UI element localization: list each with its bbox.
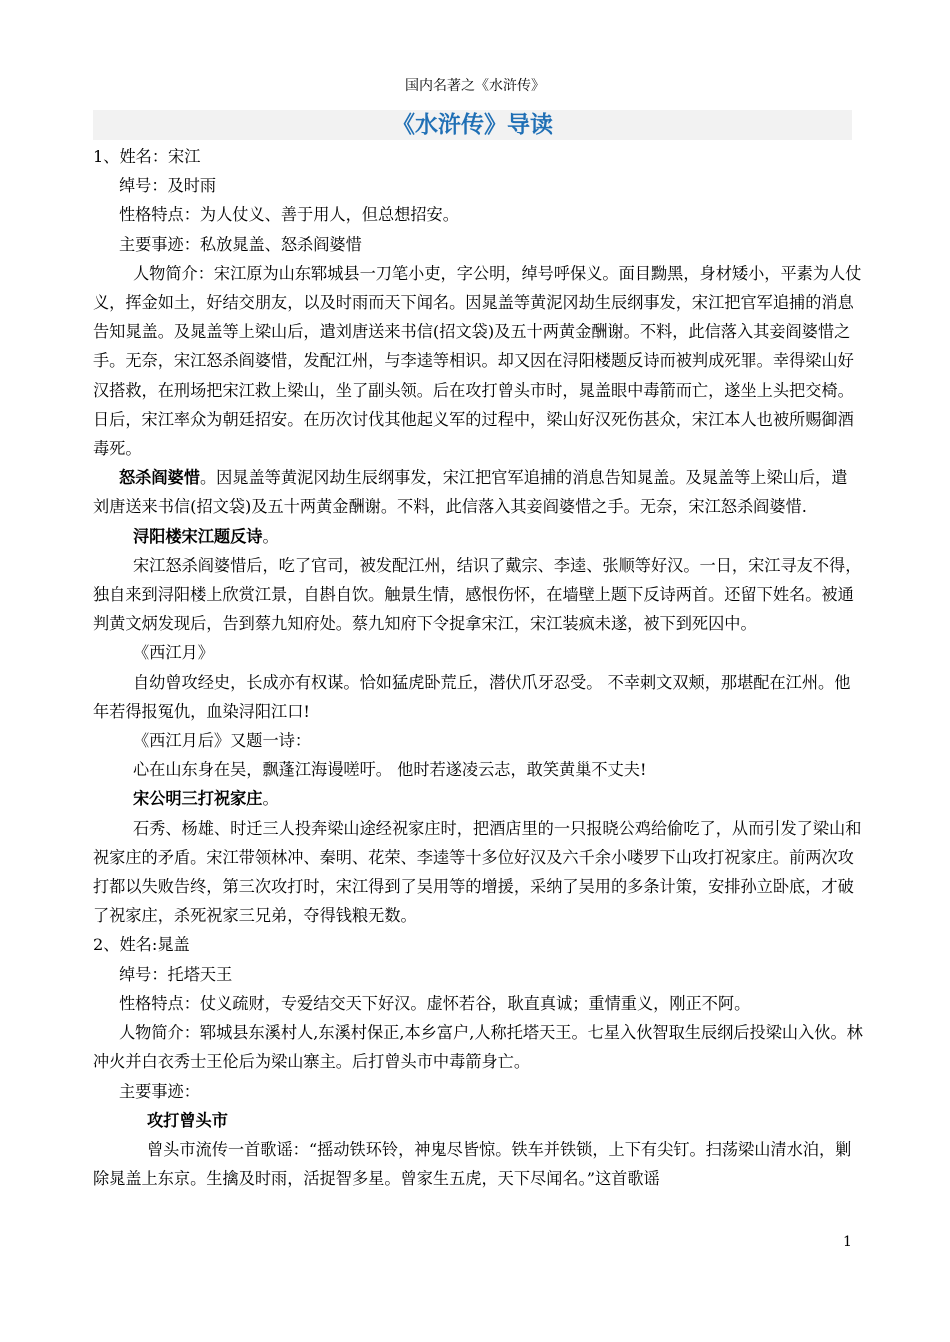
paragraph: 1、姓名：宋江 — [93, 147, 201, 166]
paragraph: 宋江怒杀阎婆惜后，吃了官司，被发配江州，结识了戴宗、李逵、张顺等好汉。一日，宋江寻友不得，独自来到浔阳楼上欣赏江景，自斟自饮。触景生情，感恨伤怀，在墙壁上题下反诗两首。还留下姓名。被通判黄文炳发现后，告到蔡九知府处。蔡九知府下令捉拿宋江，宋江装疯未遂，被下到死囚中。 — [93, 555, 862, 634]
section-heading: 宋公明三打祝家庄 — [133, 789, 263, 809]
paragraph-text: 。 — [262, 789, 279, 809]
document-body — [93, 142, 863, 1193]
poem: 自幼曾攻经史，长成亦有权谋。恰如猛虎卧荒丘，潜伏爪牙忍受。 不幸刺文双颊，那堪配在江州。他年若得报冤仇，血染浔阳江口! — [93, 672, 851, 721]
page-number: 1 — [843, 1234, 852, 1250]
paragraph: 人物简介：宋江原为山东郓城县一刀笔小吏，字公明，绰号呼保义。面目黝黑，身材矮小，平素为人仗义，挥金如土，好结交朋友，以及时雨而天下闻名。因晁盖等黄泥冈劫生辰纲事发，宋江把官军追捕的消息告知晁盖。及晁盖等上梁山后，遣刘唐送来书信(招文袋)及五十两黄金酬谢。不料，此信落入其妾阎婆惜之手。无奈，宋江怒杀阎婆惜，发配江州，与李逵等相识。却又因在浔阳楼题反诗而被判成死罪。幸得梁山好汉搭救，在刑场把宋江救上梁山，坐了副头领。后在攻打曾头市时，晁盖眼中毒箭而亡，遂坐上头把交椅。日后，宋江率众为朝廷招安。在历次讨伐其他起义军的过程中，梁山好汉死伤甚众，宋江本人也被所赐御酒毒死。 — [93, 263, 862, 459]
paragraph: 人物简介：郓城县东溪村人,东溪村保正,本乡富户,人称托塔天王。七星入伙智取生辰纲后投梁山入伙。林冲火并白衣秀士王伦后为梁山寨主。后打曾头市中毒箭身亡。 — [93, 1023, 863, 1072]
paragraph: 性格特点：仗义疏财，专爱结交天下好汉。虚怀若谷，耿直真诚；重情重义，刚正不阿。 — [119, 993, 751, 1013]
paragraph: 性格特点：为人仗义、善于用人，但总想招安。 — [119, 205, 459, 225]
poem-title: 《西江月》 — [133, 643, 214, 663]
section-heading: 攻打曾头市 — [147, 1110, 228, 1130]
paragraph-text: 。因晁盖等黄泥冈劫生辰纲事发，宋江把官军追捕的消息告知晁盖。及晁盖等上梁山后，遣刘唐送来书信(招文袋)及五十两黄金酬谢。不料，此信落入其妾阎婆惜之手。无奈，宋江怒杀阎婆惜. — [93, 468, 848, 517]
paragraph-text: 。 — [262, 526, 279, 546]
poem: 心在山东身在吴，飘蓬江海谩嗟吁。 他时若遂凌云志，敢笑黄巢不丈夫! — [133, 760, 647, 780]
paragraph: 曾头市流传一首歌谣：“摇动铁环铃，神鬼尽皆惊。铁车并铁锁，上下有尖钉。扫荡梁山清水泊，剿除晁盖上东京。生擒及时雨，活捉智多星。曾家生五虎，天下尽闻名。”这首歌谣 — [93, 1139, 852, 1189]
page-header: 国内名著之《水浒传》 — [405, 78, 545, 94]
title-bar — [93, 110, 852, 140]
paragraph: 主要事迹：私放晁盖、怒杀阎婆惜 — [119, 234, 362, 254]
paragraph: 主要事迹： — [119, 1081, 200, 1101]
paragraph — [93, 522, 863, 551]
poem-title: 《西江月后》又题一诗： — [133, 731, 312, 751]
document-title: 《水浒传》导读 — [392, 112, 553, 138]
paragraph: 石秀、杨雄、时迁三人投奔梁山途经祝家庄时，把酒店里的一只报晓公鸡给偷吃了，从而引发了梁山和祝家庄的矛盾。宋江带领林冲、秦明、花荣、李逵等十多位好汉及六千余小喽罗下山攻打祝家庄。前两次攻打都以失败告终，第三次攻打时，宋江得到了吴用等的增援，采纳了吴用的多条计策，安排孙立卧底，才破了祝家庄，杀死祝家三兄弟，夺得钱粮无数。 — [93, 818, 862, 926]
section-heading: 浔阳楼宋江题反诗 — [133, 526, 263, 546]
paragraph — [93, 784, 863, 813]
paragraph: 绰号：及时雨 — [119, 176, 217, 196]
section-heading: 怒杀阎婆惜 — [119, 468, 200, 488]
paragraph — [93, 463, 863, 521]
paragraph: 绰号：托塔天王 — [119, 964, 233, 984]
paragraph: 2、姓名:晁盖 — [93, 935, 190, 955]
